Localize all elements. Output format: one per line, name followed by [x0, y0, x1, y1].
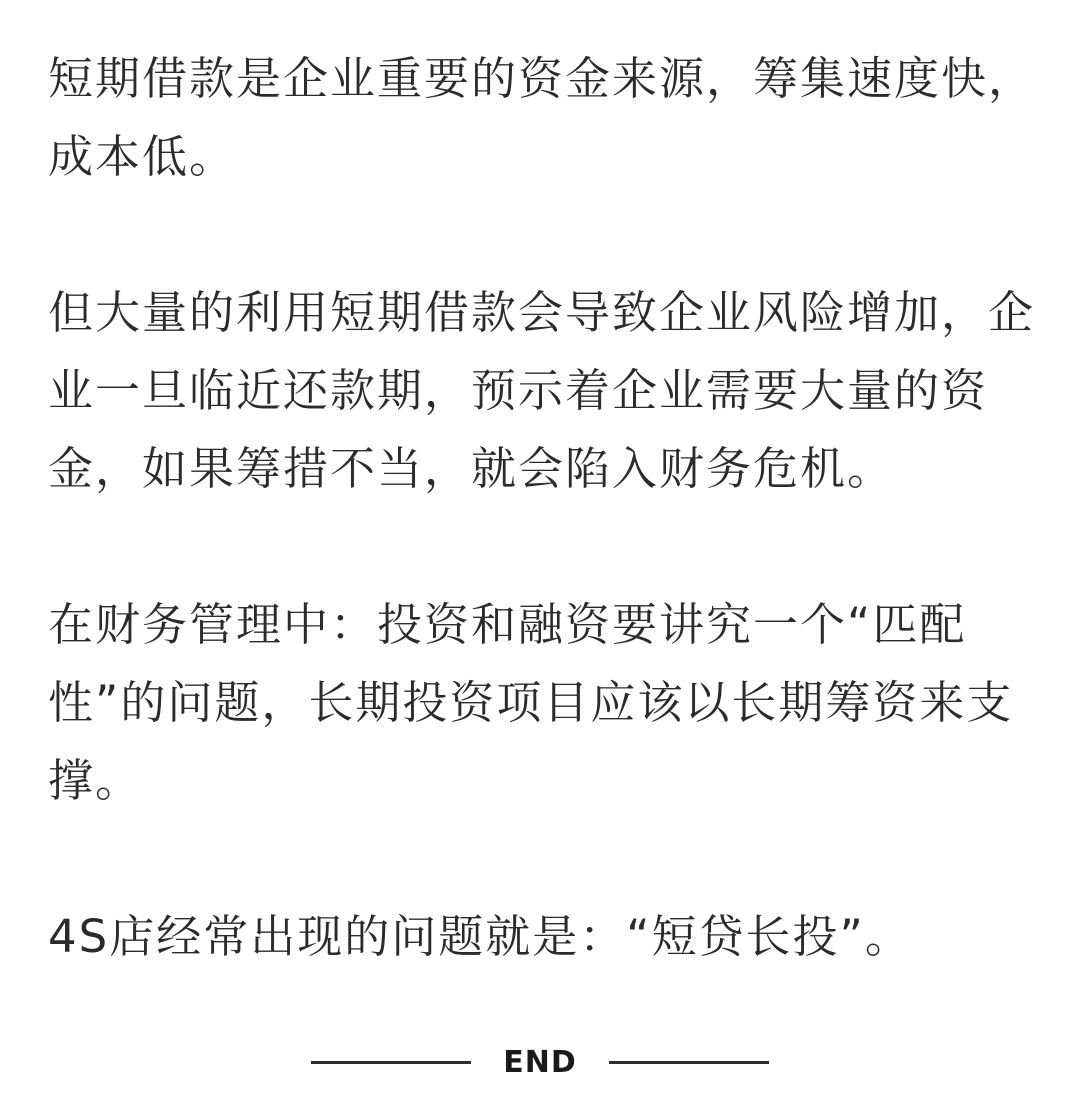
divider-line-left: [311, 1061, 471, 1064]
paragraph: 4S店经常出现的问题就是：“短贷长投”。: [48, 910, 912, 963]
end-divider: [0, 1040, 1080, 1084]
paragraph: 在财务管理中：投资和融资要讲究一个“匹配性”的问题，长期投资项目应该以长期筹资来支撑。: [48, 598, 1014, 807]
paragraph: 短期借款是企业重要的资金来源，筹集速度快，成本低。: [48, 52, 1036, 183]
divider-line-right: [609, 1061, 769, 1064]
end-label: END: [503, 1044, 577, 1080]
paragraph: 但大量的利用短期借款会导致企业风险增加，企业一旦临近还款期，预示着企业需要大量的资金，如果筹措不当，就会陷入财务危机。: [48, 286, 1036, 495]
article-body: [48, 40, 1038, 976]
